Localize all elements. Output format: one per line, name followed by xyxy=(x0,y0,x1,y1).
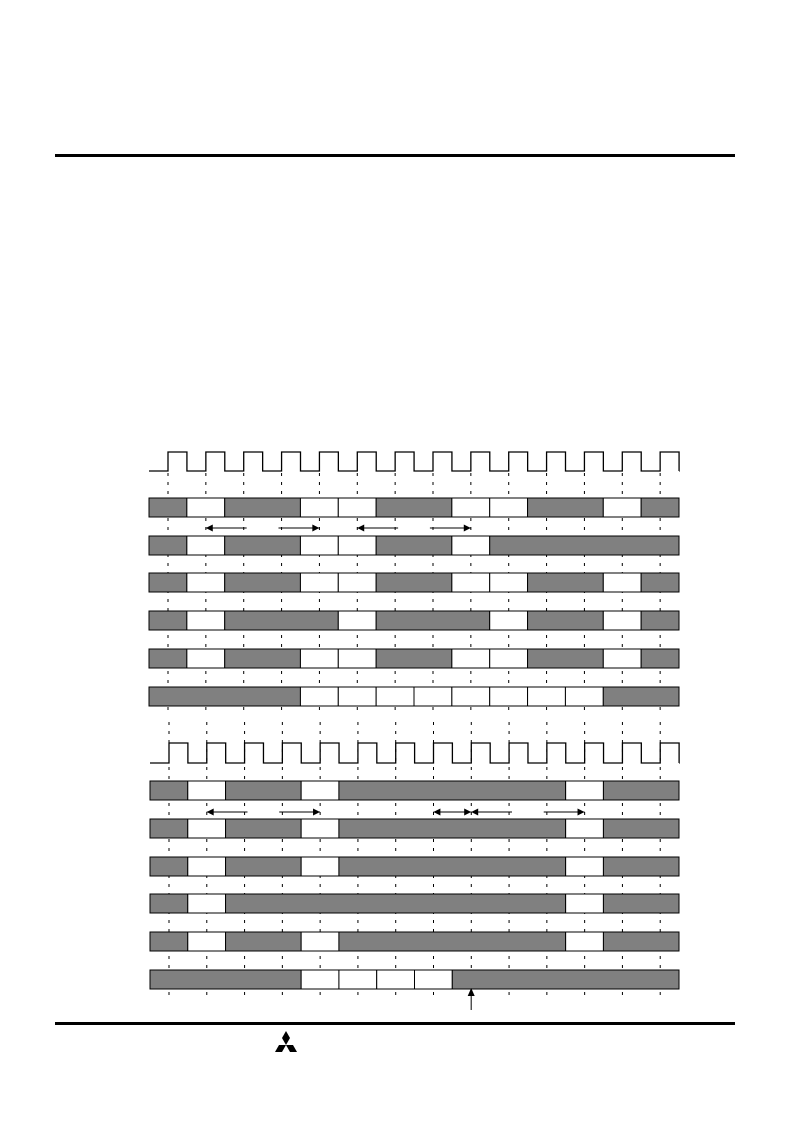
arrow-head xyxy=(206,525,213,532)
bus-segment-shaded xyxy=(339,819,566,838)
bus-segment-open xyxy=(414,687,452,706)
bus-segment-shaded xyxy=(150,894,188,913)
bus-segment-open xyxy=(603,573,641,592)
bus-segment-open xyxy=(187,611,225,630)
bus-segment-open xyxy=(566,932,604,951)
clock-waveform xyxy=(149,452,679,471)
bus-segment-open xyxy=(490,573,528,592)
bus-segment-shaded xyxy=(339,857,566,876)
bus-segment-shaded xyxy=(528,649,604,668)
bus-segment-open xyxy=(338,536,376,555)
bus-segment-shaded xyxy=(225,573,301,592)
bus-segment-open xyxy=(452,649,490,668)
interval-arrow xyxy=(207,809,320,816)
arrow-head xyxy=(433,809,440,816)
bus-segment-open xyxy=(490,649,528,668)
bus-segment-open xyxy=(338,498,376,517)
bus-segment-shaded xyxy=(641,498,679,517)
upper-timing-diagram-bus-2 xyxy=(149,536,679,555)
bus-segment-open xyxy=(187,536,225,555)
bus-segment-shaded xyxy=(528,573,604,592)
bus-segment-shaded xyxy=(150,970,301,989)
bus-segment-shaded xyxy=(225,498,301,517)
bus-segment-open xyxy=(300,536,338,555)
lower-timing-diagram xyxy=(150,722,679,1010)
bus-segment-shaded xyxy=(376,536,452,555)
bus-segment-open xyxy=(188,819,226,838)
clock-waveform xyxy=(150,743,679,763)
bus-segment-open xyxy=(301,932,339,951)
arrow-head xyxy=(578,809,585,816)
bus-segment-shaded xyxy=(376,573,452,592)
arrow-head xyxy=(207,809,214,816)
bus-segment-open xyxy=(566,894,604,913)
bus-segment-open xyxy=(566,819,604,838)
bus-segment-open xyxy=(300,649,338,668)
bus-segment-open xyxy=(566,857,604,876)
bus-segment-open xyxy=(452,498,490,517)
bus-segment-shaded xyxy=(376,611,490,630)
upper-timing-diagram-bus-3 xyxy=(149,573,679,592)
lower-timing-diagram-bus-1 xyxy=(150,781,679,800)
bus-segment-open xyxy=(415,970,453,989)
bus-segment-open xyxy=(338,687,376,706)
bus-segment-shaded xyxy=(150,857,188,876)
bus-segment-shaded xyxy=(149,536,187,555)
marker-arrow xyxy=(468,988,475,1010)
bus-segment-shaded xyxy=(603,894,679,913)
bus-segment-open xyxy=(188,932,226,951)
bus-segment-open xyxy=(301,781,339,800)
bus-segment-shaded xyxy=(603,857,679,876)
bus-segment-open xyxy=(187,573,225,592)
upper-timing-diagram-bus-5 xyxy=(149,649,679,668)
bus-segment-open xyxy=(565,687,603,706)
bus-segment-shaded xyxy=(226,819,302,838)
lower-timing-diagram-bus-3 xyxy=(150,857,679,876)
bus-segment-shaded xyxy=(528,611,604,630)
bus-segment-shaded xyxy=(376,649,452,668)
bus-segment-shaded xyxy=(150,781,188,800)
arrow-head xyxy=(464,525,471,532)
upper-timing-diagram-bus-6 xyxy=(149,687,679,706)
bus-segment-shaded xyxy=(339,781,566,800)
bus-segment-shaded xyxy=(226,932,302,951)
bus-segment-open xyxy=(188,894,226,913)
bus-segment-open xyxy=(187,649,225,668)
bus-segment-shaded xyxy=(490,536,679,555)
interval-arrow xyxy=(471,809,584,816)
bus-segment-open xyxy=(452,536,490,555)
bus-segment-shaded xyxy=(603,819,679,838)
bus-segment-open xyxy=(301,970,339,989)
bus-segment-open xyxy=(301,819,339,838)
bus-segment-open xyxy=(490,687,528,706)
lower-timing-diagram-bus-5 xyxy=(150,932,679,951)
bus-segment-open xyxy=(338,611,376,630)
bus-segment-shaded xyxy=(150,819,188,838)
interval-arrow xyxy=(433,809,471,816)
bus-segment-shaded xyxy=(150,932,188,951)
bus-segment-open xyxy=(490,611,528,630)
bus-segment-open xyxy=(338,649,376,668)
upper-timing-diagram-bus-1 xyxy=(149,498,679,517)
arrow-head xyxy=(464,809,471,816)
bus-segment-shaded xyxy=(226,857,302,876)
bus-segment-open xyxy=(300,498,338,517)
bus-segment-shaded xyxy=(225,649,301,668)
bus-segment-open xyxy=(490,498,528,517)
bus-segment-open xyxy=(603,649,641,668)
upper-timing-diagram xyxy=(149,452,679,710)
bus-segment-shaded xyxy=(149,498,187,517)
bus-segment-shaded xyxy=(149,687,300,706)
upper-timing-diagram-bus-4 xyxy=(149,611,679,630)
bus-segment-open xyxy=(603,498,641,517)
arrow-head xyxy=(312,525,319,532)
bus-segment-shaded xyxy=(452,970,679,989)
bus-segment-shaded xyxy=(226,894,566,913)
bus-segment-shaded xyxy=(225,611,339,630)
lower-timing-diagram-bus-2 xyxy=(150,819,679,838)
bus-segment-shaded xyxy=(603,687,679,706)
bus-segment-open xyxy=(528,687,566,706)
bus-segment-shaded xyxy=(149,611,187,630)
three-diamond-logo-icon xyxy=(270,1030,302,1060)
bus-segment-open xyxy=(376,687,414,706)
bus-segment-shaded xyxy=(149,573,187,592)
bus-segment-shaded xyxy=(603,781,679,800)
lower-timing-diagram-bus-4 xyxy=(150,894,679,913)
bus-segment-shaded xyxy=(641,573,679,592)
bus-segment-open xyxy=(452,687,490,706)
interval-arrow xyxy=(357,525,471,532)
bus-segment-shaded xyxy=(641,611,679,630)
bus-segment-open xyxy=(566,781,604,800)
bus-segment-shaded xyxy=(528,498,604,517)
bus-segment-open xyxy=(300,687,338,706)
bus-segment-shaded xyxy=(149,649,187,668)
interval-arrow xyxy=(206,525,320,532)
arrow-head xyxy=(357,525,364,532)
bus-segment-open xyxy=(188,857,226,876)
bus-segment-open xyxy=(452,573,490,592)
bus-segment-shaded xyxy=(339,932,566,951)
bus-segment-open xyxy=(339,970,377,989)
footer-rule xyxy=(55,1022,735,1025)
bus-segment-open xyxy=(377,970,415,989)
bus-segment-open xyxy=(338,573,376,592)
bus-segment-shaded xyxy=(376,498,452,517)
bus-segment-open xyxy=(188,781,226,800)
bus-segment-open xyxy=(187,498,225,517)
lower-timing-diagram-bus-6 xyxy=(150,970,679,989)
bus-segment-shaded xyxy=(225,536,301,555)
arrow-head xyxy=(471,809,478,816)
bus-segment-open xyxy=(603,611,641,630)
bus-segment-open xyxy=(301,857,339,876)
bus-segment-shaded xyxy=(226,781,302,800)
bus-segment-shaded xyxy=(641,649,679,668)
arrow-head xyxy=(313,809,320,816)
bus-segment-open xyxy=(300,573,338,592)
bus-segment-shaded xyxy=(603,932,679,951)
